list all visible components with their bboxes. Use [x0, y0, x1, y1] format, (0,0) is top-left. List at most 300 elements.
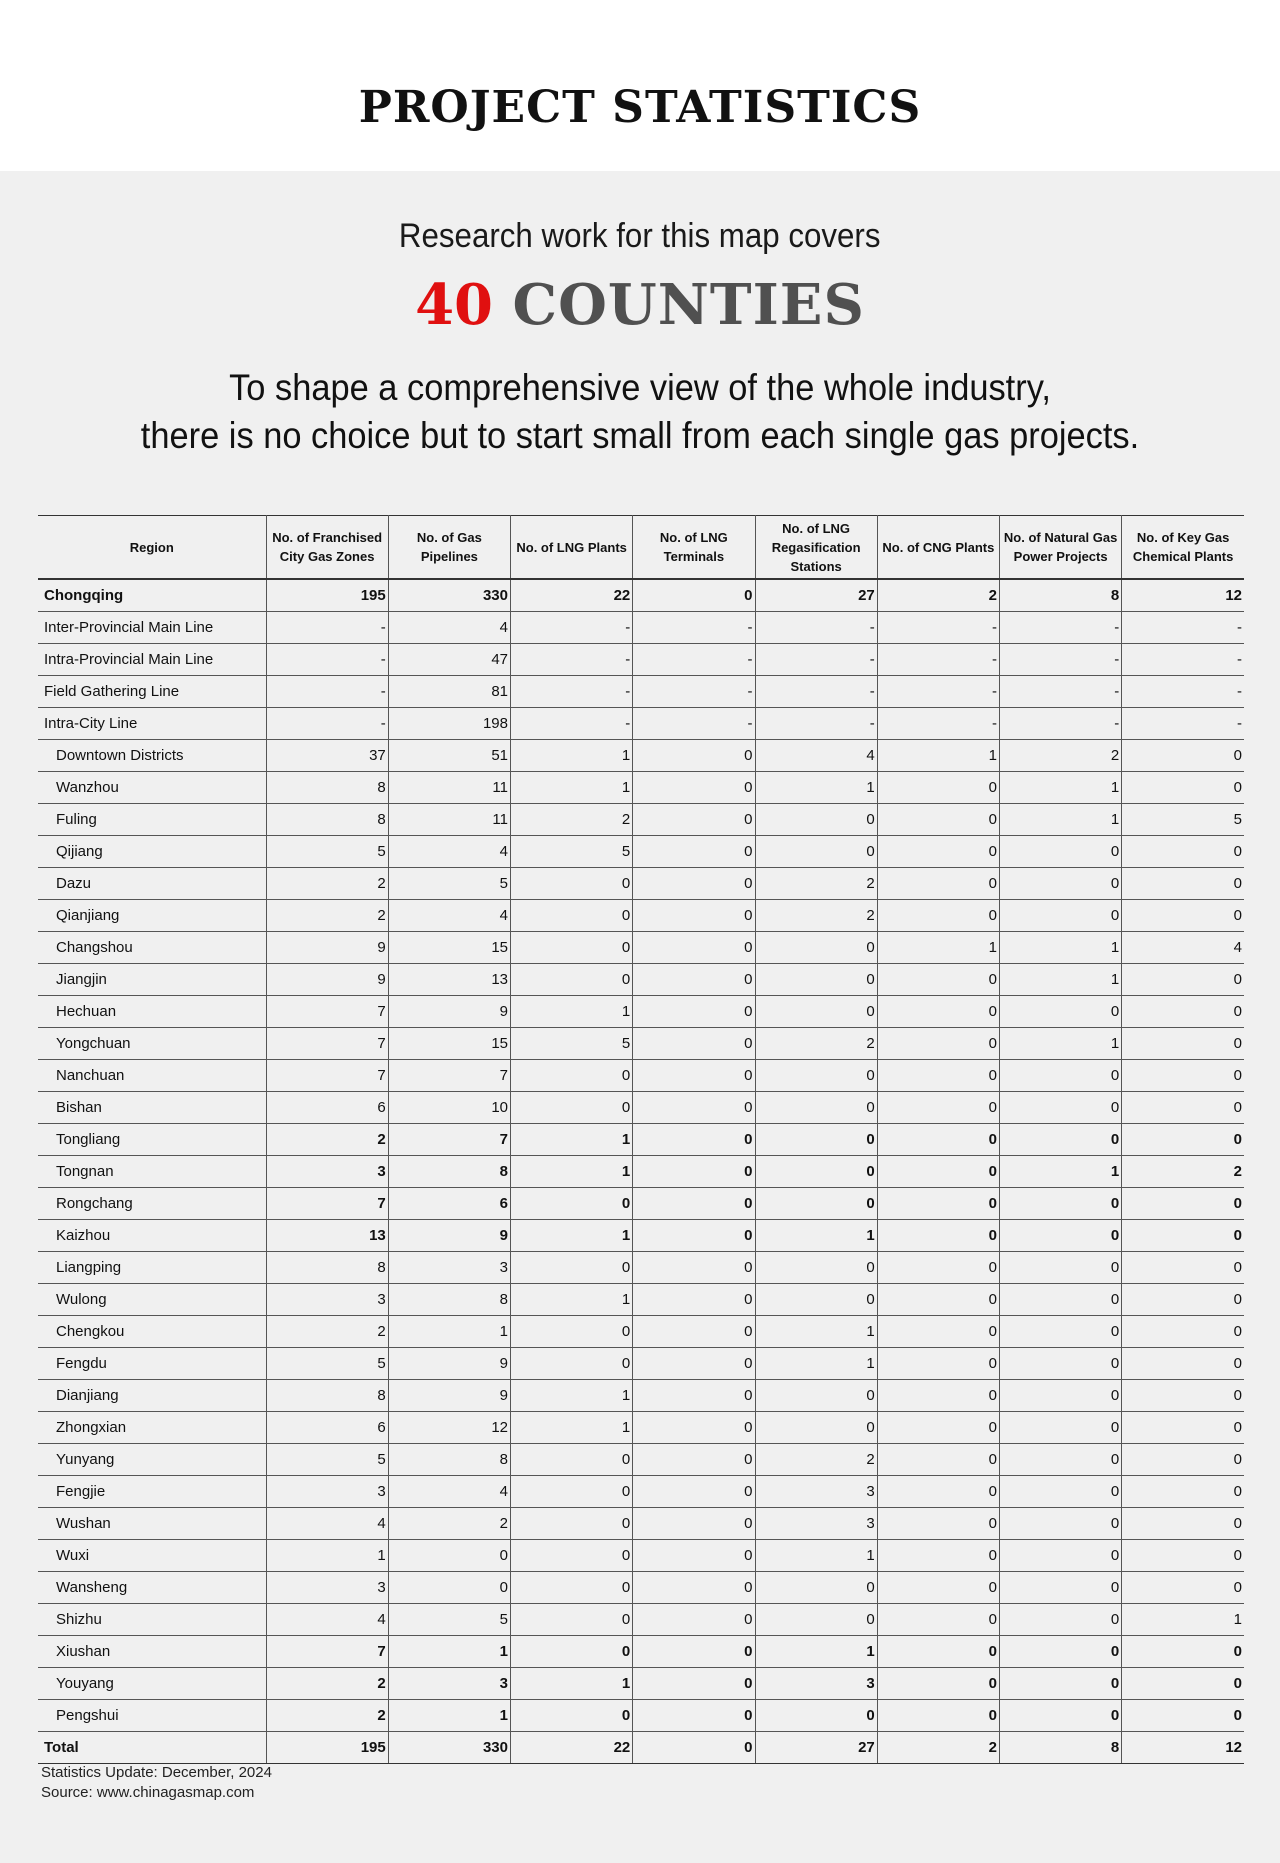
table-row [38, 1636, 1244, 1668]
value-cell: 5 [1122, 804, 1244, 836]
table-row [38, 1188, 1244, 1220]
value-cell: 0 [1122, 868, 1244, 900]
region-name-cell: Yunyang [38, 1444, 266, 1476]
value-cell: 0 [877, 1476, 999, 1508]
value-cell: 2 [388, 1508, 510, 1540]
value-cell: 2 [755, 900, 877, 932]
value-cell: 1 [877, 932, 999, 964]
value-cell: 0 [633, 1156, 755, 1188]
value-cell: 0 [877, 1444, 999, 1476]
value-cell: 7 [266, 1188, 388, 1220]
value-cell: 5 [511, 1028, 633, 1060]
value-cell: 1 [755, 1540, 877, 1572]
value-cell: 0 [877, 1156, 999, 1188]
value-cell: 0 [877, 1028, 999, 1060]
value-cell: 0 [877, 836, 999, 868]
table-row [38, 996, 1244, 1028]
value-cell: 2 [877, 1732, 999, 1764]
region-name-cell: Kaizhou [38, 1220, 266, 1252]
value-cell: 0 [877, 1572, 999, 1604]
value-cell: 5 [388, 1604, 510, 1636]
value-cell: 3 [388, 1252, 510, 1284]
value-cell: 0 [1000, 1188, 1122, 1220]
value-cell: 0 [511, 1636, 633, 1668]
value-cell: 1 [511, 772, 633, 804]
value-cell: 4 [1122, 932, 1244, 964]
table-row [38, 1220, 1244, 1252]
county-count-headline [0, 270, 1280, 340]
value-cell: 4 [388, 836, 510, 868]
value-cell: 1 [755, 1316, 877, 1348]
value-cell: 0 [755, 836, 877, 868]
value-cell: 1 [1000, 772, 1122, 804]
value-cell: 0 [633, 836, 755, 868]
value-cell: 4 [388, 612, 510, 644]
value-cell: 9 [266, 964, 388, 996]
value-cell: 0 [755, 1156, 877, 1188]
value-cell: - [511, 612, 633, 644]
value-cell: 11 [388, 804, 510, 836]
value-cell: 0 [1122, 1412, 1244, 1444]
table-row [38, 932, 1244, 964]
value-cell: 0 [877, 1220, 999, 1252]
value-cell: 0 [1000, 1444, 1122, 1476]
value-cell: 10 [388, 1092, 510, 1124]
province-row [38, 579, 1244, 612]
value-cell: 0 [633, 1540, 755, 1572]
value-cell: 0 [755, 1188, 877, 1220]
value-cell: 9 [388, 1348, 510, 1380]
value-cell: 15 [388, 932, 510, 964]
value-cell: 0 [877, 900, 999, 932]
table-row [38, 1380, 1244, 1412]
value-cell: 0 [1000, 900, 1122, 932]
value-cell: - [1000, 708, 1122, 740]
column-header-chemical-plants: No. of Key Gas Chemical Plants [1122, 516, 1244, 580]
region-name-cell: Nanchuan [38, 1060, 266, 1092]
value-cell: 0 [1122, 1668, 1244, 1700]
value-cell: 6 [266, 1412, 388, 1444]
value-cell: 3 [755, 1508, 877, 1540]
value-cell: 1 [1000, 964, 1122, 996]
value-cell: 1 [388, 1636, 510, 1668]
region-name-cell: Fuling [38, 804, 266, 836]
value-cell: - [633, 644, 755, 676]
value-cell: 0 [1122, 900, 1244, 932]
value-cell: 0 [633, 1252, 755, 1284]
value-cell: 2 [755, 868, 877, 900]
value-cell: 0 [1122, 1188, 1244, 1220]
footnotes [41, 1763, 272, 1803]
value-cell: 2 [266, 1124, 388, 1156]
value-cell: 0 [1122, 1124, 1244, 1156]
value-cell: - [1122, 644, 1244, 676]
value-cell: 2 [266, 1700, 388, 1732]
value-cell: 0 [511, 1316, 633, 1348]
region-name-cell: Tongliang [38, 1124, 266, 1156]
value-cell: 0 [1000, 1284, 1122, 1316]
value-cell: 81 [388, 676, 510, 708]
table-row [38, 1124, 1244, 1156]
tagline-line-1: To shape a comprehensive view of the whole industry, [229, 367, 1051, 408]
value-cell: 0 [633, 1636, 755, 1668]
value-cell: 0 [511, 1252, 633, 1284]
value-cell: 0 [877, 1316, 999, 1348]
value-cell: 0 [511, 964, 633, 996]
column-header-city-gas-zones: No. of Franchised City Gas Zones [266, 516, 388, 580]
value-cell: 0 [633, 579, 755, 612]
value-cell: 0 [877, 1252, 999, 1284]
value-cell: 0 [1122, 1476, 1244, 1508]
value-cell: 1 [266, 1540, 388, 1572]
table-row [38, 1508, 1244, 1540]
value-cell: - [755, 612, 877, 644]
value-cell: 0 [633, 804, 755, 836]
value-cell: 0 [1122, 1220, 1244, 1252]
value-cell: 0 [1122, 1508, 1244, 1540]
value-cell: 0 [1000, 1604, 1122, 1636]
tagline [0, 364, 1280, 460]
value-cell: 195 [266, 579, 388, 612]
value-cell: 0 [1122, 1316, 1244, 1348]
value-cell: 2 [755, 1444, 877, 1476]
region-name-cell: Changshou [38, 932, 266, 964]
total-row [38, 1732, 1244, 1764]
value-cell: 0 [755, 996, 877, 1028]
region-name-cell: Dazu [38, 868, 266, 900]
value-cell: 0 [877, 1700, 999, 1732]
value-cell: 0 [877, 1348, 999, 1380]
value-cell: 0 [1122, 1380, 1244, 1412]
table-row [38, 1284, 1244, 1316]
value-cell: 0 [511, 1444, 633, 1476]
value-cell: 0 [1122, 1636, 1244, 1668]
value-cell: 0 [633, 964, 755, 996]
region-name-cell: Qianjiang [38, 900, 266, 932]
value-cell: 0 [877, 1380, 999, 1412]
value-cell: 0 [1000, 1540, 1122, 1572]
header [0, 0, 1280, 171]
value-cell: 0 [755, 1124, 877, 1156]
value-cell: - [1122, 612, 1244, 644]
value-cell: 0 [511, 868, 633, 900]
value-cell: 0 [511, 932, 633, 964]
region-name-cell: Downtown Districts [38, 740, 266, 772]
table-row [38, 676, 1244, 708]
table-row [38, 1700, 1244, 1732]
value-cell: 8 [1000, 579, 1122, 612]
value-cell: 0 [511, 1540, 633, 1572]
tagline-line-2: there is no choice but to start small from each single gas projects. [140, 415, 1140, 456]
region-name-cell: Wushan [38, 1508, 266, 1540]
value-cell: 1 [755, 1348, 877, 1380]
value-cell: - [511, 644, 633, 676]
statistics-table-container [38, 515, 1244, 1764]
value-cell: 0 [633, 900, 755, 932]
value-cell: - [633, 708, 755, 740]
value-cell: 4 [266, 1508, 388, 1540]
value-cell: 0 [1122, 1284, 1244, 1316]
value-cell: 0 [1122, 1060, 1244, 1092]
region-name-cell: Jiangjin [38, 964, 266, 996]
value-cell: 0 [1000, 1700, 1122, 1732]
value-cell: 1 [511, 1156, 633, 1188]
value-cell: 2 [755, 1028, 877, 1060]
value-cell: - [1000, 676, 1122, 708]
value-cell: 0 [633, 1220, 755, 1252]
value-cell: 0 [633, 996, 755, 1028]
table-row [38, 612, 1244, 644]
value-cell: 0 [1000, 1060, 1122, 1092]
value-cell: - [755, 644, 877, 676]
region-name-cell: Wuxi [38, 1540, 266, 1572]
value-cell: 27 [755, 1732, 877, 1764]
column-header-power-projects: No. of Natural Gas Power Projects [1000, 516, 1122, 580]
value-cell: 0 [633, 1316, 755, 1348]
value-cell: 2 [266, 900, 388, 932]
value-cell: 330 [388, 1732, 510, 1764]
value-cell: 0 [633, 1348, 755, 1380]
coverage-intro: Research work for this map covers [399, 217, 881, 255]
value-cell: 0 [755, 804, 877, 836]
value-cell: 1 [511, 1284, 633, 1316]
value-cell: 0 [633, 1188, 755, 1220]
region-name-cell: Rongchang [38, 1188, 266, 1220]
value-cell: 0 [1000, 1348, 1122, 1380]
value-cell: 0 [633, 1380, 755, 1412]
value-cell: 3 [755, 1476, 877, 1508]
value-cell: 9 [388, 996, 510, 1028]
table-row [38, 1572, 1244, 1604]
value-cell: - [1122, 676, 1244, 708]
value-cell: - [511, 708, 633, 740]
value-cell: 0 [633, 1284, 755, 1316]
value-cell: 195 [266, 1732, 388, 1764]
value-cell: 8 [266, 772, 388, 804]
value-cell: 8 [266, 804, 388, 836]
value-cell: 0 [877, 964, 999, 996]
value-cell: - [1122, 708, 1244, 740]
column-header-cng-plants: No. of CNG Plants [877, 516, 999, 580]
table-row [38, 1092, 1244, 1124]
value-cell: 2 [511, 804, 633, 836]
value-cell: 0 [1000, 1636, 1122, 1668]
value-cell: 0 [755, 1572, 877, 1604]
region-name-cell: Wanzhou [38, 772, 266, 804]
region-name-cell: Field Gathering Line [38, 676, 266, 708]
value-cell: 0 [1000, 868, 1122, 900]
value-cell: 0 [633, 1412, 755, 1444]
value-cell: 0 [1000, 1124, 1122, 1156]
value-cell: 0 [633, 1476, 755, 1508]
value-cell: 2 [266, 1668, 388, 1700]
value-cell: - [755, 676, 877, 708]
region-name-cell: Intra-City Line [38, 708, 266, 740]
value-cell: 0 [511, 1700, 633, 1732]
value-cell: 5 [266, 1444, 388, 1476]
value-cell: 0 [1000, 1476, 1122, 1508]
value-cell: 6 [388, 1188, 510, 1220]
table-row [38, 1540, 1244, 1572]
value-cell: 0 [511, 1092, 633, 1124]
statistics-update-note: Statistics Update: December, 2024 [41, 1764, 272, 1781]
value-cell: 3 [755, 1668, 877, 1700]
value-cell: 0 [388, 1572, 510, 1604]
region-name-cell: Wansheng [38, 1572, 266, 1604]
value-cell: 0 [755, 964, 877, 996]
table-body [38, 579, 1244, 1764]
value-cell: 5 [511, 836, 633, 868]
region-name-cell: Tongnan [38, 1156, 266, 1188]
source-note: Source: www.chinagasmap.com [41, 1784, 255, 1801]
value-cell: 1 [511, 1412, 633, 1444]
value-cell: 1 [1000, 1028, 1122, 1060]
value-cell: 0 [511, 1572, 633, 1604]
value-cell: - [877, 644, 999, 676]
value-cell: 330 [388, 579, 510, 612]
region-name-cell: Youyang [38, 1668, 266, 1700]
region-name-cell: Inter-Provincial Main Line [38, 612, 266, 644]
value-cell: 0 [1000, 1572, 1122, 1604]
value-cell: 0 [1122, 1348, 1244, 1380]
value-cell: 0 [755, 1060, 877, 1092]
value-cell: 0 [1000, 1508, 1122, 1540]
value-cell: 0 [755, 1284, 877, 1316]
table-row [38, 964, 1244, 996]
value-cell: 8 [266, 1380, 388, 1412]
value-cell: 1 [511, 1124, 633, 1156]
value-cell: - [633, 612, 755, 644]
value-cell: 12 [1122, 579, 1244, 612]
value-cell: 0 [511, 1060, 633, 1092]
value-cell: 8 [388, 1444, 510, 1476]
value-cell: 0 [877, 1508, 999, 1540]
value-cell: 0 [633, 1668, 755, 1700]
value-cell: 2 [266, 1316, 388, 1348]
value-cell: 0 [877, 1188, 999, 1220]
value-cell: 9 [266, 932, 388, 964]
table-row [38, 1156, 1244, 1188]
table-row [38, 1252, 1244, 1284]
value-cell: - [266, 644, 388, 676]
region-name-cell: Fengjie [38, 1476, 266, 1508]
value-cell: 7 [266, 996, 388, 1028]
region-name-cell: Qijiang [38, 836, 266, 868]
column-header-lng-plants: No. of LNG Plants [511, 516, 633, 580]
value-cell: - [633, 676, 755, 708]
value-cell: 2 [266, 868, 388, 900]
value-cell: 3 [266, 1156, 388, 1188]
value-cell: - [1000, 644, 1122, 676]
value-cell: 47 [388, 644, 510, 676]
value-cell: 0 [877, 1604, 999, 1636]
region-name-cell: Chongqing [38, 579, 266, 612]
value-cell: 0 [877, 1284, 999, 1316]
region-name-cell: Total [38, 1732, 266, 1764]
value-cell: 0 [1000, 1092, 1122, 1124]
value-cell: 1 [755, 772, 877, 804]
value-cell: 7 [266, 1636, 388, 1668]
county-count: 40 [415, 272, 494, 338]
county-count-label: COUNTIES [512, 272, 865, 338]
value-cell: 15 [388, 1028, 510, 1060]
value-cell: 0 [1000, 996, 1122, 1028]
value-cell: 1 [877, 740, 999, 772]
page-title: PROJECT STATISTICS [358, 82, 922, 133]
value-cell: 7 [266, 1060, 388, 1092]
value-cell: 12 [388, 1412, 510, 1444]
value-cell: 0 [755, 932, 877, 964]
value-cell: 0 [633, 1508, 755, 1540]
table-row [38, 1476, 1244, 1508]
value-cell: 0 [1000, 1220, 1122, 1252]
value-cell: 8 [1000, 1732, 1122, 1764]
value-cell: 13 [388, 964, 510, 996]
value-cell: 0 [877, 1092, 999, 1124]
value-cell: 0 [1122, 1252, 1244, 1284]
value-cell: 0 [877, 996, 999, 1028]
value-cell: 0 [1000, 1316, 1122, 1348]
value-cell: 2 [1122, 1156, 1244, 1188]
value-cell: 3 [266, 1476, 388, 1508]
value-cell: 51 [388, 740, 510, 772]
table-row [38, 1028, 1244, 1060]
value-cell: - [266, 612, 388, 644]
statistics-table [38, 515, 1244, 1764]
table-row [38, 836, 1244, 868]
value-cell: 1 [511, 1380, 633, 1412]
value-cell: 0 [755, 1412, 877, 1444]
value-cell: 0 [755, 1380, 877, 1412]
value-cell: - [266, 708, 388, 740]
column-header-gas-pipelines: No. of Gas Pipelines [388, 516, 510, 580]
value-cell: 0 [388, 1540, 510, 1572]
value-cell: 7 [266, 1028, 388, 1060]
table-row [38, 1444, 1244, 1476]
value-cell: 0 [877, 804, 999, 836]
value-cell: 0 [1000, 1668, 1122, 1700]
value-cell: - [755, 708, 877, 740]
value-cell: 0 [877, 868, 999, 900]
table-row [38, 1412, 1244, 1444]
value-cell: 0 [633, 1700, 755, 1732]
table-row [38, 1604, 1244, 1636]
value-cell: 1 [755, 1220, 877, 1252]
value-cell: 0 [633, 932, 755, 964]
value-cell: 0 [877, 1412, 999, 1444]
value-cell: 1 [1122, 1604, 1244, 1636]
value-cell: 0 [877, 1060, 999, 1092]
value-cell: 5 [266, 1348, 388, 1380]
value-cell: 4 [755, 740, 877, 772]
table-row [38, 772, 1244, 804]
value-cell: - [1000, 612, 1122, 644]
value-cell: 9 [388, 1380, 510, 1412]
table-row [38, 1060, 1244, 1092]
value-cell: 0 [633, 772, 755, 804]
column-header-lng-terminals: No. of LNG Terminals [633, 516, 755, 580]
value-cell: 11 [388, 772, 510, 804]
value-cell: 0 [877, 1636, 999, 1668]
value-cell: - [877, 676, 999, 708]
value-cell: 0 [1122, 740, 1244, 772]
column-header-region: Region [38, 516, 266, 580]
table-row [38, 644, 1244, 676]
table-row [38, 868, 1244, 900]
table-row [38, 1316, 1244, 1348]
value-cell: 0 [633, 1092, 755, 1124]
value-cell: 0 [1122, 836, 1244, 868]
